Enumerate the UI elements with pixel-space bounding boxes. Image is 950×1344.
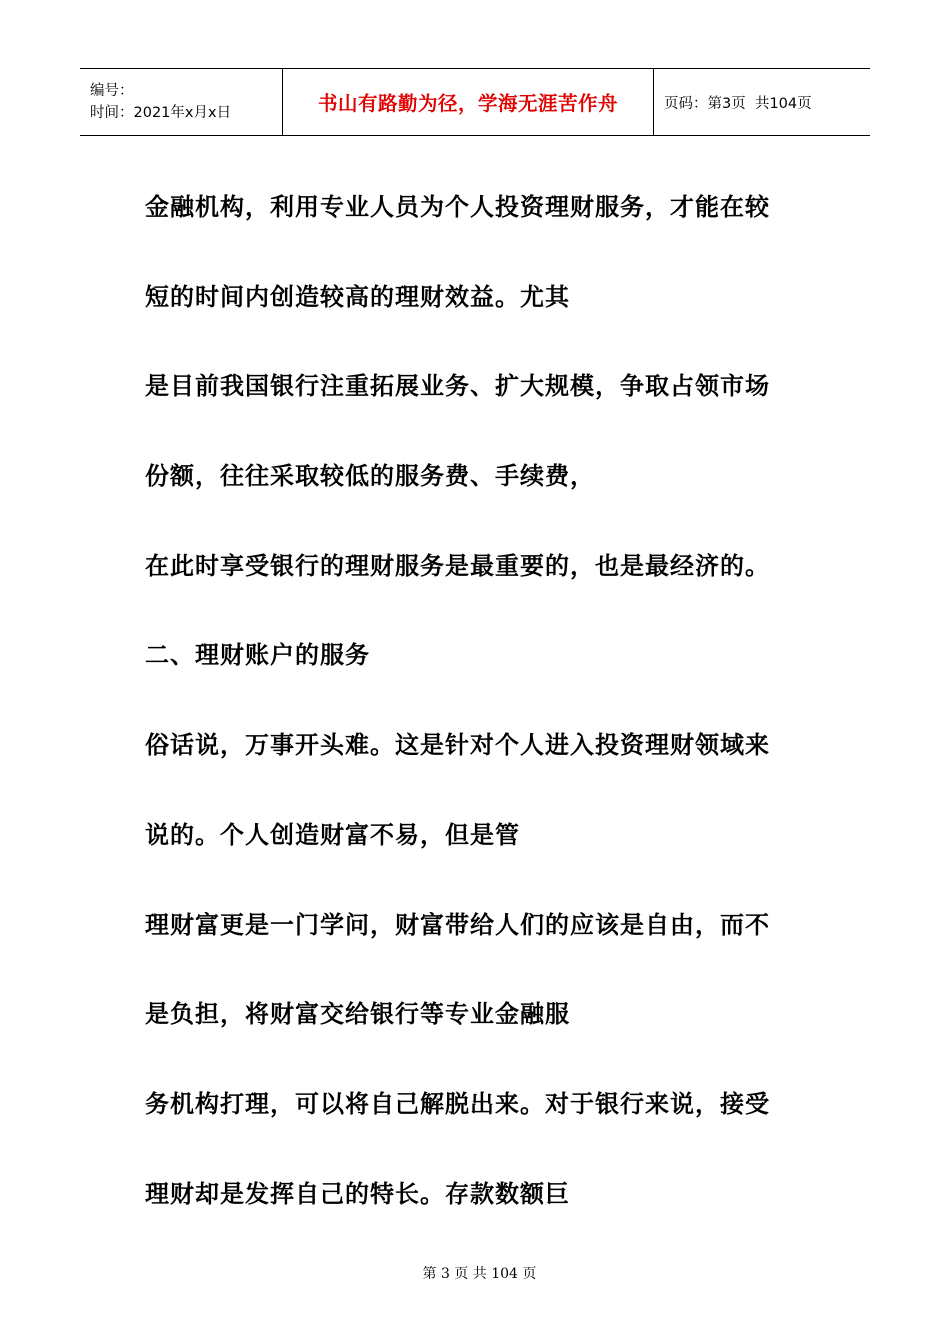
page-header	[80, 68, 870, 136]
serial-number-label: 编号：	[90, 83, 134, 99]
footer-page-number: 第 3 页 共 104 页	[422, 1266, 537, 1282]
paragraph-line: 短的时间内创造较高的理财效益。尤其	[145, 282, 570, 311]
motto-text: 书山有路勤为径，学海无涯苦作舟	[317, 92, 618, 115]
header-page-info	[654, 69, 870, 135]
paragraph-line: 份额，往往采取较低的服务费、手续费，	[145, 462, 595, 491]
header-motto	[282, 69, 654, 135]
page-info-text: 页码：第3页 共104页	[664, 95, 812, 112]
paragraph-line: 理财却是发挥自己的特长。存款数额巨	[145, 1179, 570, 1208]
paragraph-line: 是负担，将财富交给银行等专业金融服	[145, 1000, 570, 1029]
page-footer	[0, 1247, 950, 1283]
paragraph-line: 俗话说，万事开头难。这是针对个人进入投资理财领域来	[145, 731, 770, 760]
paragraph-line: 是目前我国银行注重拓展业务、扩大规模，争取占领市场	[145, 372, 770, 401]
paragraph-line: 在此时享受银行的理财服务是最重要的，也是最经济的。	[145, 551, 770, 580]
document-body	[145, 163, 815, 1239]
paragraph-line: 务机构打理，可以将自己解脱出来。对于银行来说，接受	[145, 1089, 770, 1118]
section-heading: 二、理财账户的服务	[145, 641, 370, 670]
paragraph-line: 说的。个人创造财富不易，但是管	[145, 820, 520, 849]
paragraph-line: 金融机构，利用专业人员为个人投资理财服务，才能在较	[145, 193, 770, 221]
paragraph-line: 理财富更是一门学问，财富带给人们的应该是自由，而不	[145, 910, 770, 939]
header-meta	[80, 69, 282, 135]
date-label: 时间：2021年x月x日	[90, 105, 232, 121]
